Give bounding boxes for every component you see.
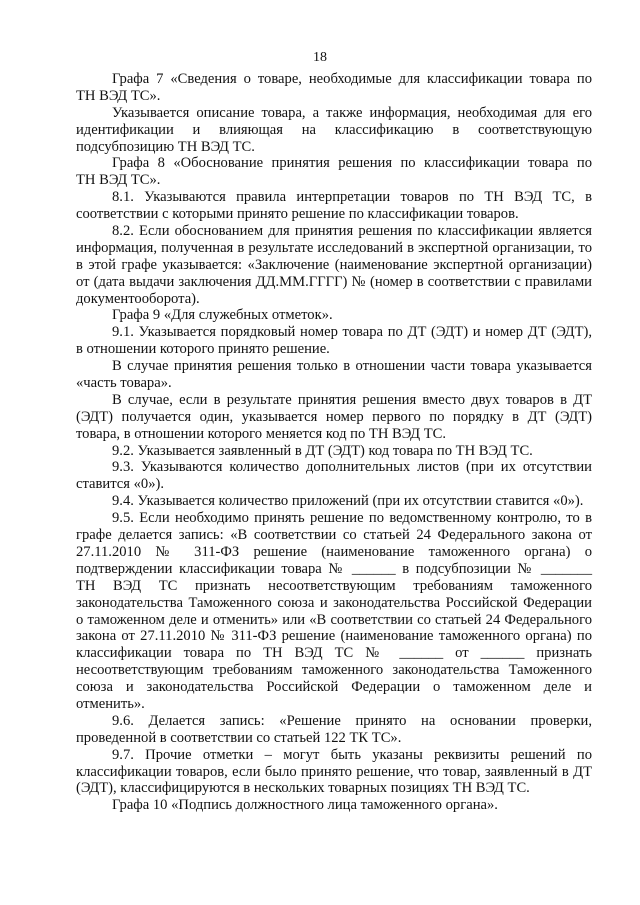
paragraph-item-9-5 bbox=[76, 510, 592, 713]
paragraph-grafa9-title bbox=[76, 307, 592, 324]
text-line: Графа 8 «Обоснование принятия решения по классификации товара по bbox=[112, 155, 592, 172]
paragraph-grafa7-title bbox=[76, 71, 592, 105]
text-line: графе делается запись: «В соответствии со статьей 24 Федерального закона от bbox=[76, 527, 592, 544]
paragraph-item-8-2 bbox=[76, 223, 592, 307]
text-line: В случае принятия решения только в отношении части товара указывается bbox=[112, 358, 592, 375]
paragraph-item-9-1 bbox=[76, 324, 592, 358]
paragraph-item-9-1-part bbox=[76, 358, 592, 392]
text-line: соответствии с которыми принято решение по классификации товаров. bbox=[76, 206, 519, 223]
paragraph-item-9-6 bbox=[76, 713, 592, 747]
text-line: закона от 27.11.2010 № 311-ФЗ решение (наименование таможенного органа) по bbox=[76, 628, 592, 645]
text-line: от (дата выдачи заключения ДД.ММ.ГГГГ) № (номер в соответствии с правилами bbox=[76, 273, 592, 290]
text-line: идентификации и влияющая на классификацию в соответствующую bbox=[76, 121, 592, 138]
text-line: Графа 10 «Подпись должностного лица таможенного органа». bbox=[112, 797, 498, 814]
text-line: о таможенном деле и отменить» или «В соответствии со статьей 24 Федерального bbox=[76, 611, 592, 628]
paragraph-item-9-1-merge bbox=[76, 392, 592, 443]
text-line: 9.3. Указываются количество дополнительных листов (при их отсутствии bbox=[112, 459, 592, 476]
paragraph-grafa10-title bbox=[76, 797, 592, 814]
text-line: товара, в отношении которого меняется код по ТН ВЭД ТС. bbox=[76, 425, 447, 442]
text-line: 9.7. Прочие отметки – могут быть указаны реквизиты решений по bbox=[112, 746, 592, 763]
text-line: информация, полученная в результате исследований в экспертной организации, то bbox=[76, 239, 592, 256]
text-line: подсубпозицию ТН ВЭД ТС. bbox=[76, 138, 255, 155]
text-line: 9.1. Указывается порядковый номер товара по ДТ (ЭДТ) и номер ДТ (ЭДТ), bbox=[112, 324, 592, 341]
paragraph-grafa7-desc bbox=[76, 105, 592, 156]
text-line: Графа 7 «Сведения о товаре, необходимые для классификации товара по bbox=[112, 71, 592, 87]
text-line: 27.11.2010 № 311-ФЗ решение (наименование таможенного органа) о bbox=[76, 543, 592, 560]
text-line: ставится «0»). bbox=[76, 476, 165, 493]
text-line: 9.5. Если необходимо принять решение по ведомственному контролю, то в bbox=[112, 510, 592, 527]
text-line: классификации товара по ТН ВЭД ТС № ______ от ______ признать bbox=[76, 645, 592, 662]
text-line: союза и законодательства Российской Федерации о таможенном деле и bbox=[76, 679, 592, 696]
text-line: классификации товаров, если было принято решение, что товар, заявленный в ДТ bbox=[76, 763, 592, 780]
text-line: ТН ВЭД ТС». bbox=[76, 172, 161, 189]
text-line: (ЭДТ) получается один, указывается номер первого по порядку в ДТ (ЭДТ) bbox=[76, 408, 592, 425]
paragraph-item-9-2 bbox=[76, 443, 592, 460]
text-line: отменить». bbox=[76, 695, 145, 712]
text-line: 8.2. Если обоснованием для принятия решения по классификации является bbox=[112, 223, 592, 240]
text-line: ТН ВЭД ТС». bbox=[76, 87, 161, 104]
text-line: в отношении которого принято решение. bbox=[76, 341, 330, 358]
text-line: 9.2. Указывается заявленный в ДТ (ЭДТ) код товара по ТН ВЭД ТС. bbox=[112, 442, 533, 459]
paragraph-item-8-1 bbox=[76, 189, 592, 223]
text-line: (ЭДТ), классифицируются в нескольких товарных позициях ТН ВЭД ТС. bbox=[76, 780, 530, 797]
text-line: 8.1. Указываются правила интерпретации товаров по ТН ВЭД ТС, в bbox=[112, 189, 592, 206]
paragraph-item-9-3 bbox=[76, 459, 592, 493]
text-line: проведенной в соответствии со статьей 122 ТК ТС». bbox=[76, 729, 402, 746]
text-line: Графа 9 «Для служебных отметок». bbox=[112, 307, 333, 324]
text-line: Указывается описание товара, а также информация, необходимая для его bbox=[112, 104, 592, 121]
text-line: «часть товара». bbox=[76, 375, 172, 392]
document-body bbox=[76, 71, 592, 814]
paragraph-item-9-4 bbox=[76, 493, 592, 510]
text-line: документооборота). bbox=[76, 290, 200, 307]
text-line: в этой графе указывается: «Заключение (наименование экспертной организации) bbox=[76, 256, 592, 273]
paragraph-item-9-7 bbox=[76, 747, 592, 798]
text-line: 9.4. Указывается количество приложений (при их отсутствии ставится «0»). bbox=[112, 493, 584, 510]
text-line: подтверждении классификации товара № ______ в подсубпозиции № _______ bbox=[76, 560, 592, 577]
text-line: законодательства Таможенного союза и законодательства Российской Федерации bbox=[76, 594, 592, 611]
text-line: В случае, если в результате принятия решения вместо двух товаров в ДТ bbox=[112, 391, 592, 408]
text-line: несоответствующим требованиям таможенного законодательства Таможенного bbox=[76, 662, 592, 679]
page-number: 18 bbox=[313, 50, 327, 65]
text-line: ТН ВЭД ТС признать несоответствующим требованиям таможенного bbox=[76, 577, 592, 594]
paragraph-grafa8-title bbox=[76, 155, 592, 189]
text-line: 9.6. Делается запись: «Решение принято на основании проверки, bbox=[112, 712, 592, 729]
